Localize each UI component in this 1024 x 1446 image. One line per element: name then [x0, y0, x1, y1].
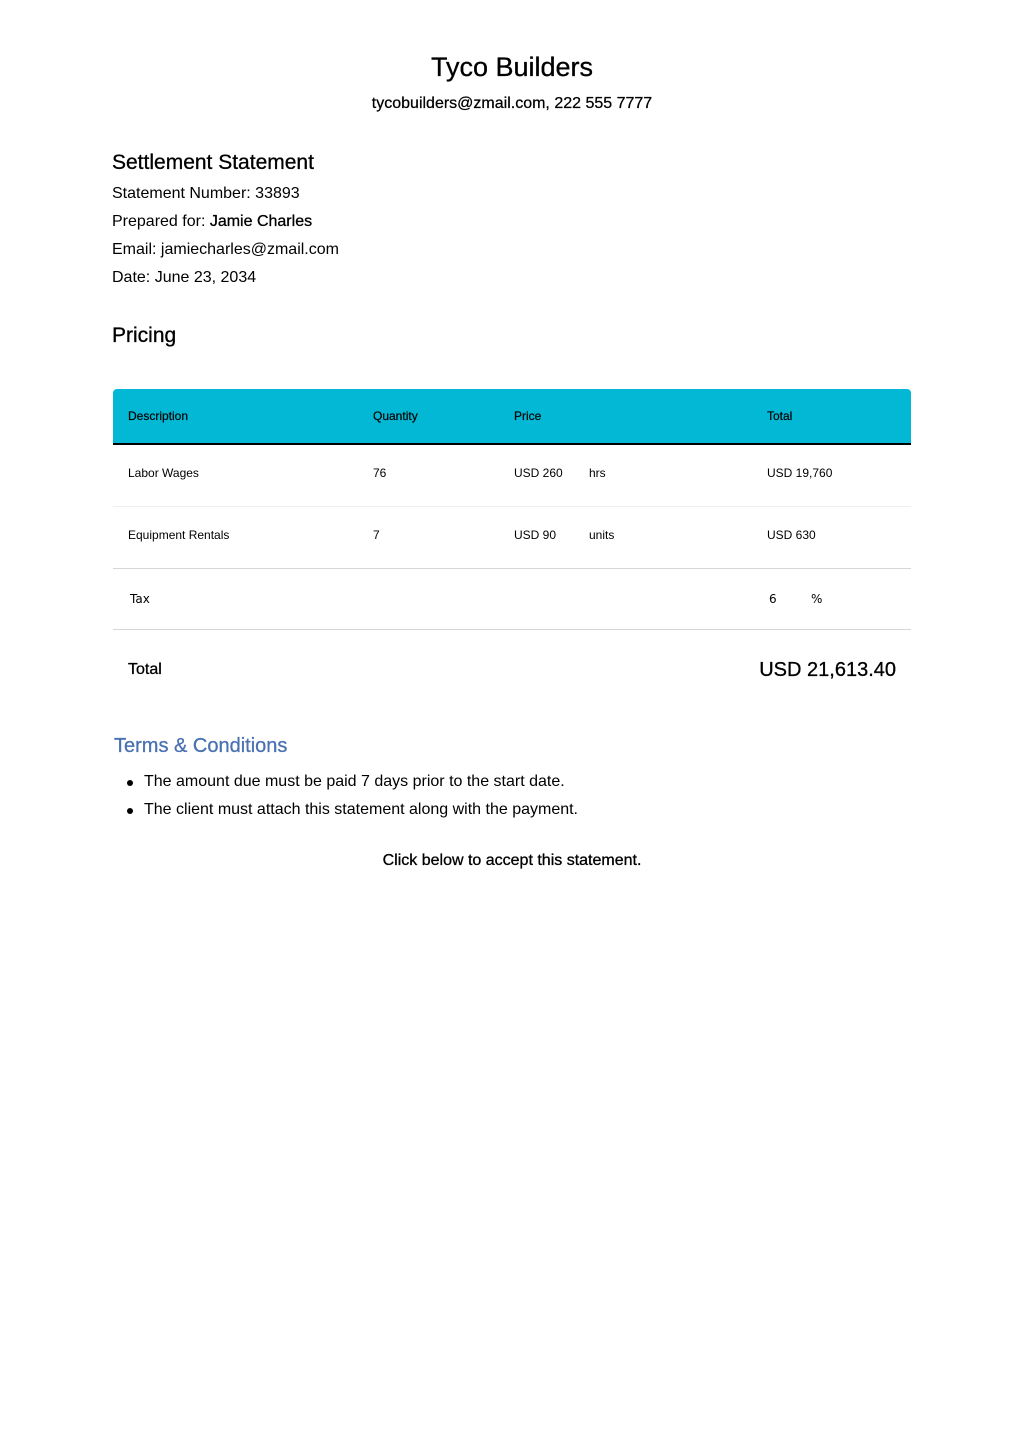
table-row [113, 507, 911, 569]
prepared-for-name: Jamie Charles [209, 213, 313, 230]
pricing-table-header [113, 389, 911, 445]
tax-unit: % [811, 592, 823, 606]
statement-date: June 23, 2034 [154, 269, 257, 286]
prepared-for-line [112, 213, 312, 231]
row-unit: hrs [589, 466, 606, 480]
company-contact: tycobuilders@zmail.com, 222 555 7777 [371, 95, 653, 112]
grand-total-value: USD 21,613.40 [759, 659, 896, 681]
row-description: Equipment Rentals [128, 528, 230, 542]
statement-number-line [112, 185, 300, 203]
grand-total-row [113, 630, 911, 710]
table-row [113, 445, 911, 507]
pricing-table [113, 389, 911, 710]
company-name: Tyco Builders [430, 52, 594, 82]
tax-value: 6 [769, 592, 777, 606]
accept-note: Click below to accept this statement. [382, 852, 642, 869]
header-description: Description [128, 409, 189, 423]
terms-list [144, 768, 578, 824]
row-total: USD 19,760 [767, 466, 833, 480]
row-price: USD 90 [514, 528, 557, 542]
header-price: Price [514, 409, 542, 423]
row-quantity: 76 [373, 466, 387, 480]
date-label: Date: [112, 269, 155, 286]
date-line [112, 269, 256, 287]
client-email: jamiecharles@zmail.com [160, 241, 339, 258]
email-label: Email: [112, 241, 161, 258]
header-total: Total [767, 409, 793, 423]
list-item: The amount due must be paid 7 days prior to the start date. [144, 768, 578, 796]
header-quantity: Quantity [373, 409, 418, 423]
email-line [112, 241, 339, 259]
tax-row [113, 569, 911, 630]
prepared-for-label: Prepared for: [112, 213, 210, 230]
statement-title: Settlement Statement [112, 151, 314, 174]
statement-number: 33893 [255, 185, 300, 202]
row-description: Labor Wages [128, 466, 199, 480]
pricing-title: Pricing [112, 324, 177, 347]
row-unit: units [589, 528, 615, 542]
terms-title: Terms & Conditions [114, 735, 288, 757]
list-item: The client must attach this statement along with the payment. [144, 796, 578, 824]
row-price: USD 260 [514, 466, 563, 480]
row-quantity: 7 [373, 528, 380, 542]
grand-total-label: Total [128, 661, 162, 678]
tax-label: Tax [130, 592, 150, 606]
statement-number-label: Statement Number: [112, 185, 256, 202]
row-total: USD 630 [767, 528, 816, 542]
